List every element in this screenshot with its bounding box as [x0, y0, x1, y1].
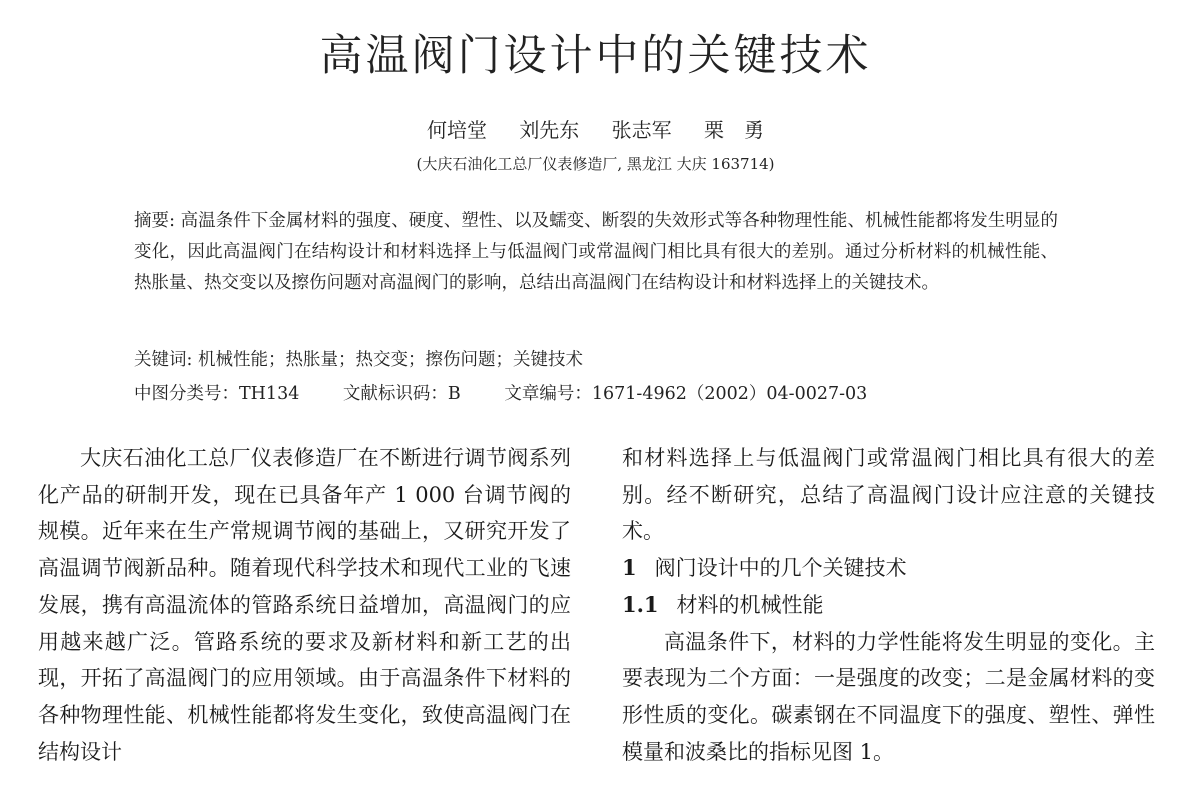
paper-title: 高温阀门设计中的关键技术 [319, 31, 872, 81]
keywords: 关键词: 机械性能；热胀量；热交变；擦伤问题；关键技术 [134, 350, 583, 370]
left-column [38, 440, 571, 770]
section-heading-1 [622, 550, 1155, 587]
section-title: 阀门设计中的几个关键技术 [654, 556, 907, 581]
clc-number: 中图分类号：TH134 [134, 384, 300, 404]
continuation-paragraph: 和材料选择上与低温阀门或常温阀门相比具有很大的差别。经不断研究，总结了高温阀门设计应注意的关键技术。 [622, 446, 1155, 544]
intro-paragraph: 大庆石油化工总厂仪表修造厂在不断进行调节阀系列化产品的研制开发，现在已具备年产 1 000 台调节阀的规模。近年来在生产常规调节阀的基础上，又研究开发了高温调节阀新品种。随着现代科学技术和现代工业的飞速发展，携有高温流体的管路系统日益增加，高温阀门的应用越来越广泛。管路系统的要求及新材料和新工艺的出现，开拓了高温阀门的应用领域。由于高温条件下材料的各种物理性能、机械性能都将发生变化，致使高温阀门在结构设计 [38, 446, 571, 764]
section-paragraph: 高温条件下，材料的力学性能将发生明显的变化。主要表现为二个方面：一是强度的改变；二是金属材料的变形性质的变化。碳素钢在不同温度下的强度、塑性、弹性模量和波桑比的指标见图 1。 [622, 629, 1155, 764]
abstract: 摘要: 高温条件下金属材料的强度、硬度、塑性、以及蠕变、断裂的失效形式等各种物理性能、机械性能都将发生明显的变化，因此高温阀门在结构设计和材料选择上与低温阀门或常温阀门相比具有很大的差别。通过分析材料的机械性能、热胀量、热交变以及擦伤问题对高温阀门的影响，总结出高温阀门在结构设计和材料选择上的关键技术。 [134, 211, 1058, 293]
section-title: 材料的机械性能 [676, 592, 824, 617]
author: 栗 勇 [704, 118, 765, 142]
author-list [0, 114, 1191, 143]
section-heading-1-1 [622, 587, 1155, 624]
classification-line [134, 380, 905, 405]
article-number: 文章编号：1671-4962（2002）04-0027-03 [504, 384, 868, 404]
affiliation: (大庆石油化工总厂仪表修造厂, 黑龙江 大庆 163714) [416, 155, 775, 173]
author: 刘先东 [519, 118, 580, 142]
author: 张志军 [611, 118, 672, 142]
right-column [622, 440, 1155, 770]
section-number: 1.1 [622, 591, 659, 617]
document-code: 文献标识码：B [342, 384, 461, 404]
author: 何培堂 [426, 118, 487, 142]
section-number: 1 [622, 555, 637, 581]
